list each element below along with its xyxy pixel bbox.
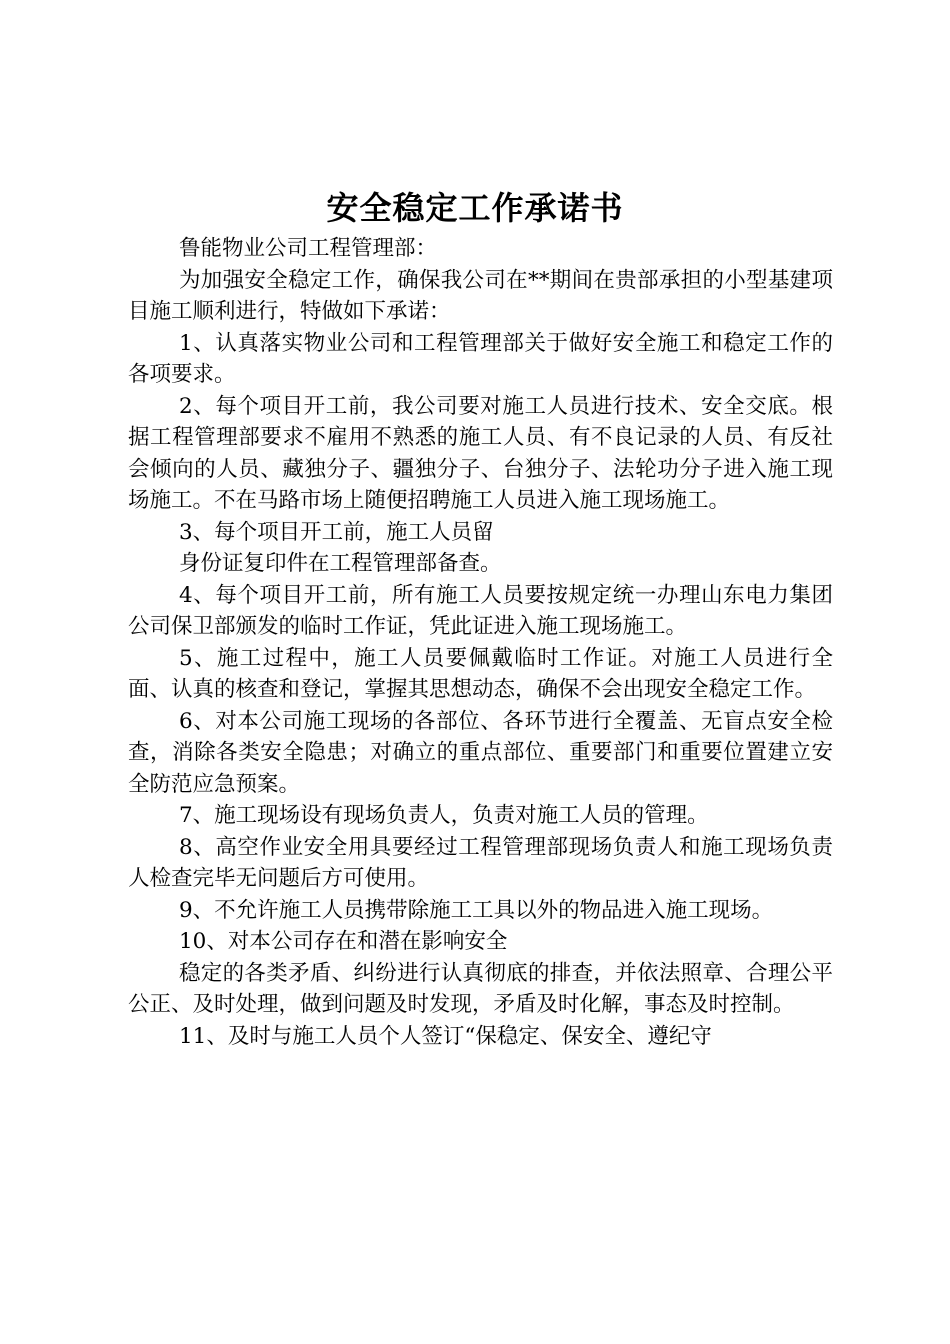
paragraph-item-4: 4、每个项目开工前，所有施工人员要按规定统一办理山东电力集团公司保卫部颁发的临时工作证，凭此证进入施工现场施工。 (128, 582, 833, 639)
paragraph-item-6: 6、对本公司施工现场的各部位、各环节进行全覆盖、无盲点安全检查，消除各类安全隐患；对确立的重点部位、重要部门和重要位置建立安全防范应急预案。 (128, 708, 833, 797)
paragraph-item-2: 2、每个项目开工前，我公司要对施工人员进行技术、安全交底。根据工程管理部要求不雇用不熟悉的施工人员、有不良记录的人员、有反社会倾向的人员、藏独分子、疆独分子、台独分子、法轮功分子进入施工现场施工。不在马路市场上随便招聘施工人员进入施工现场施工。 (128, 393, 833, 513)
document-title: 安全稳定工作承诺书 (326, 189, 624, 227)
paragraph-item-1: 1、认真落实物业公司和工程管理部关于做好安全施工和稳定工作的各项要求。 (128, 330, 833, 387)
paragraph-item-8: 8、高空作业安全用具要经过工程管理部现场负责人和施工现场负责人检查完毕无问题后方可使用。 (128, 834, 833, 891)
document-body (128, 233, 833, 1052)
salutation: 鲁能物业公司工程管理部： (179, 236, 438, 261)
paragraph-intro: 为加强安全稳定工作，确保我公司在**期间在贵部承担的小型基建项目施工顺利进行，特做如下承诺： (128, 267, 833, 324)
paragraph-item-3: 3、每个项目开工前，施工人员留 (179, 519, 494, 545)
paragraph-item-3-continued: 身份证复印件在工程管理部备查。 (179, 551, 502, 576)
paragraph-item-10: 10、对本公司存在和潜在影响安全 (179, 929, 508, 954)
paragraph-item-10-continued: 稳定的各类矛盾、纠纷进行认真彻底的排查，并依法照章、合理公平公正、及时处理，做到问题及时发现，矛盾及时化解，事态及时控制。 (128, 960, 833, 1017)
paragraph-item-11: 11、及时与施工人员个人签订“保稳定、保安全、遵纪守 (179, 1023, 712, 1049)
paragraph-item-5: 5、施工过程中，施工人员要佩戴临时工作证。对施工人员进行全面、认真的核查和登记，掌握其思想动态，确保不会出现安全稳定工作。 (128, 645, 833, 702)
paragraph-item-7: 7、施工现场设有现场负责人，负责对施工人员的管理。 (179, 803, 709, 828)
paragraph-item-9: 9、不允许施工人员携带除施工工具以外的物品进入施工现场。 (179, 897, 774, 923)
